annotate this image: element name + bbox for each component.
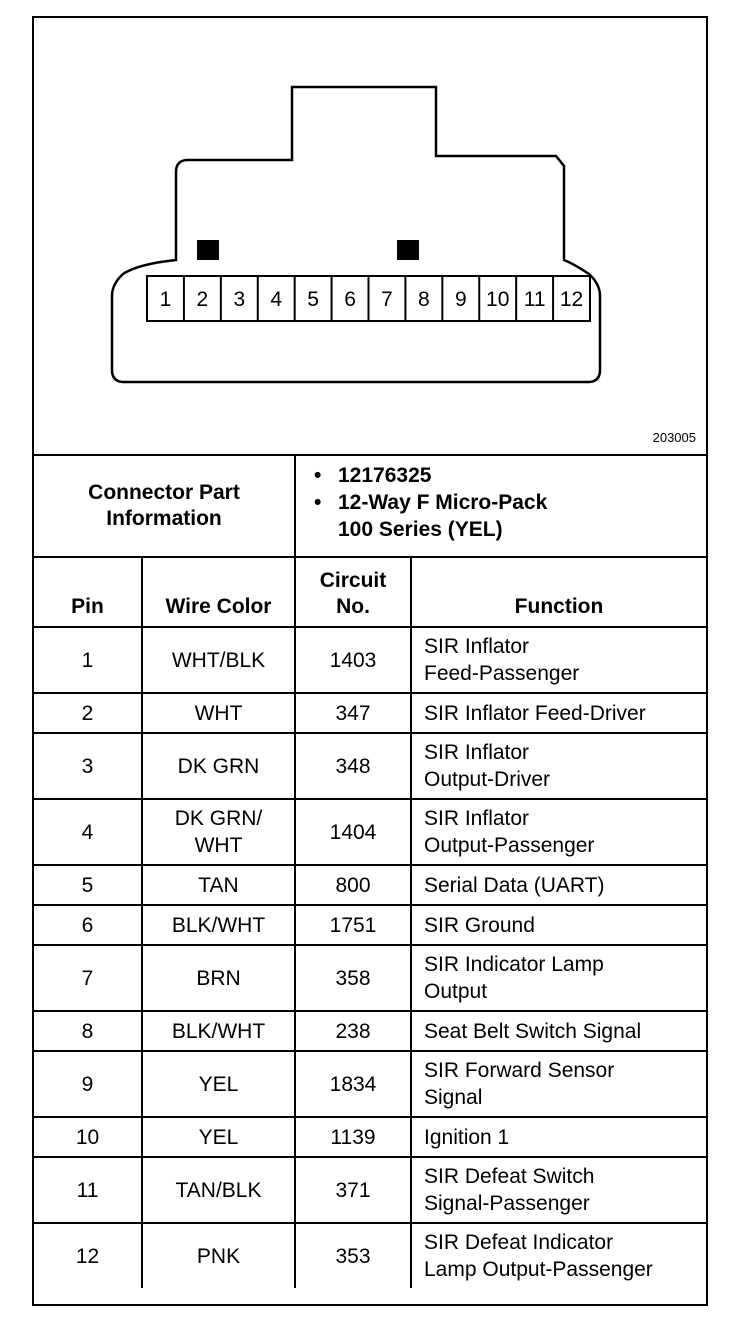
pin-number: 8 [34, 1011, 142, 1051]
wire-color: BLK/WHT [142, 1011, 295, 1051]
circuit-number: 348 [295, 733, 411, 799]
wire-color: WHT [142, 693, 295, 733]
table-row [34, 1117, 706, 1157]
connector-pin-label: 1 [159, 288, 172, 311]
circuit-number: 358 [295, 945, 411, 1011]
pin-function: Ignition 1 [411, 1117, 706, 1157]
table-row [34, 945, 706, 1011]
part-info-details [295, 455, 706, 557]
connector-pin-label: 9 [454, 288, 467, 311]
connector-housing [112, 87, 600, 382]
table-row [34, 1051, 706, 1117]
pin-function: SIR Inflator Feed-Passenger [411, 627, 706, 693]
table-row [34, 733, 706, 799]
connector-part-info [34, 454, 706, 558]
wire-color: TAN [142, 865, 295, 905]
pin-number: 7 [34, 945, 142, 1011]
connector-type: • 12-Way F Micro-Pack 100 Series (YEL) [338, 489, 706, 543]
pin-number: 12 [34, 1223, 142, 1288]
lock-tab-right [397, 240, 419, 260]
pin-number: 11 [34, 1157, 142, 1223]
pin-function: SIR Inflator Output-Passenger [411, 799, 706, 865]
connector-pin-label: 6 [344, 288, 356, 311]
pin-number: 3 [34, 733, 142, 799]
circuit-number: 1834 [295, 1051, 411, 1117]
part-number: • 12176325 [338, 462, 706, 489]
table-row [34, 799, 706, 865]
wire-color: BRN [142, 945, 295, 1011]
circuit-number: 1139 [295, 1117, 411, 1157]
table-row [34, 1011, 706, 1051]
circuit-number: 800 [295, 865, 411, 905]
table-row [34, 1157, 706, 1223]
pin-number: 9 [34, 1051, 142, 1117]
connector-pin-label: 5 [307, 288, 319, 311]
circuit-number: 1751 [295, 905, 411, 945]
pin-function: SIR Defeat Indicator Lamp Output-Passenger [411, 1223, 706, 1288]
header-circuit-no: Circuit No. [295, 557, 411, 627]
connector-pin-label: 8 [418, 288, 430, 311]
connector-pin-label: 4 [270, 288, 283, 311]
connector-pin-label: 10 [486, 288, 510, 311]
connector-pin-label: 2 [196, 288, 209, 311]
circuit-number: 347 [295, 693, 411, 733]
wire-color: DK GRN/ WHT [142, 799, 295, 865]
header-function: Function [411, 557, 706, 627]
pin-number: 2 [34, 693, 142, 733]
wire-color: BLK/WHT [142, 905, 295, 945]
connector-sheet [32, 16, 708, 1306]
pin-function: SIR Forward Sensor Signal [411, 1051, 706, 1117]
header-wire-color: Wire Color [142, 557, 295, 627]
figure-id: 203005 [652, 430, 696, 445]
part-info-label: Connector Part Information [34, 455, 295, 557]
wire-color: WHT/BLK [142, 627, 295, 693]
circuit-number: 371 [295, 1157, 411, 1223]
pin-number: 1 [34, 627, 142, 693]
header-pin: Pin [34, 557, 142, 627]
table-row [34, 865, 706, 905]
pin-function: Serial Data (UART) [411, 865, 706, 905]
pin-number: 6 [34, 905, 142, 945]
connector-outline [34, 18, 706, 454]
pin-function: SIR Defeat Switch Signal-Passenger [411, 1157, 706, 1223]
circuit-number: 1403 [295, 627, 411, 693]
pin-function: SIR Inflator Feed-Driver [411, 693, 706, 733]
wire-color: YEL [142, 1051, 295, 1117]
connector-pin-label: 7 [381, 288, 393, 311]
table-row [34, 1223, 706, 1288]
pin-number: 10 [34, 1117, 142, 1157]
connector-pin-label: 12 [559, 288, 584, 311]
wire-color: DK GRN [142, 733, 295, 799]
table-row [34, 905, 706, 945]
table-header-row [34, 557, 706, 627]
pin-number: 5 [34, 865, 142, 905]
table-row [34, 627, 706, 693]
circuit-number: 1404 [295, 799, 411, 865]
connector-diagram [34, 18, 706, 454]
connector-pin-label: 3 [233, 288, 246, 311]
pin-function: Seat Belt Switch Signal [411, 1011, 706, 1051]
table-row [34, 693, 706, 733]
pin-function: SIR Indicator Lamp Output [411, 945, 706, 1011]
wire-color: PNK [142, 1223, 295, 1288]
pin-number: 4 [34, 799, 142, 865]
circuit-number: 238 [295, 1011, 411, 1051]
wire-color: TAN/BLK [142, 1157, 295, 1223]
pin-function: SIR Inflator Output-Driver [411, 733, 706, 799]
pin-function: SIR Ground [411, 905, 706, 945]
connector-pin-label: 11 [523, 288, 546, 311]
pinout-table [34, 556, 706, 1288]
lock-tab-left [197, 240, 219, 260]
circuit-number: 353 [295, 1223, 411, 1288]
wire-color: YEL [142, 1117, 295, 1157]
